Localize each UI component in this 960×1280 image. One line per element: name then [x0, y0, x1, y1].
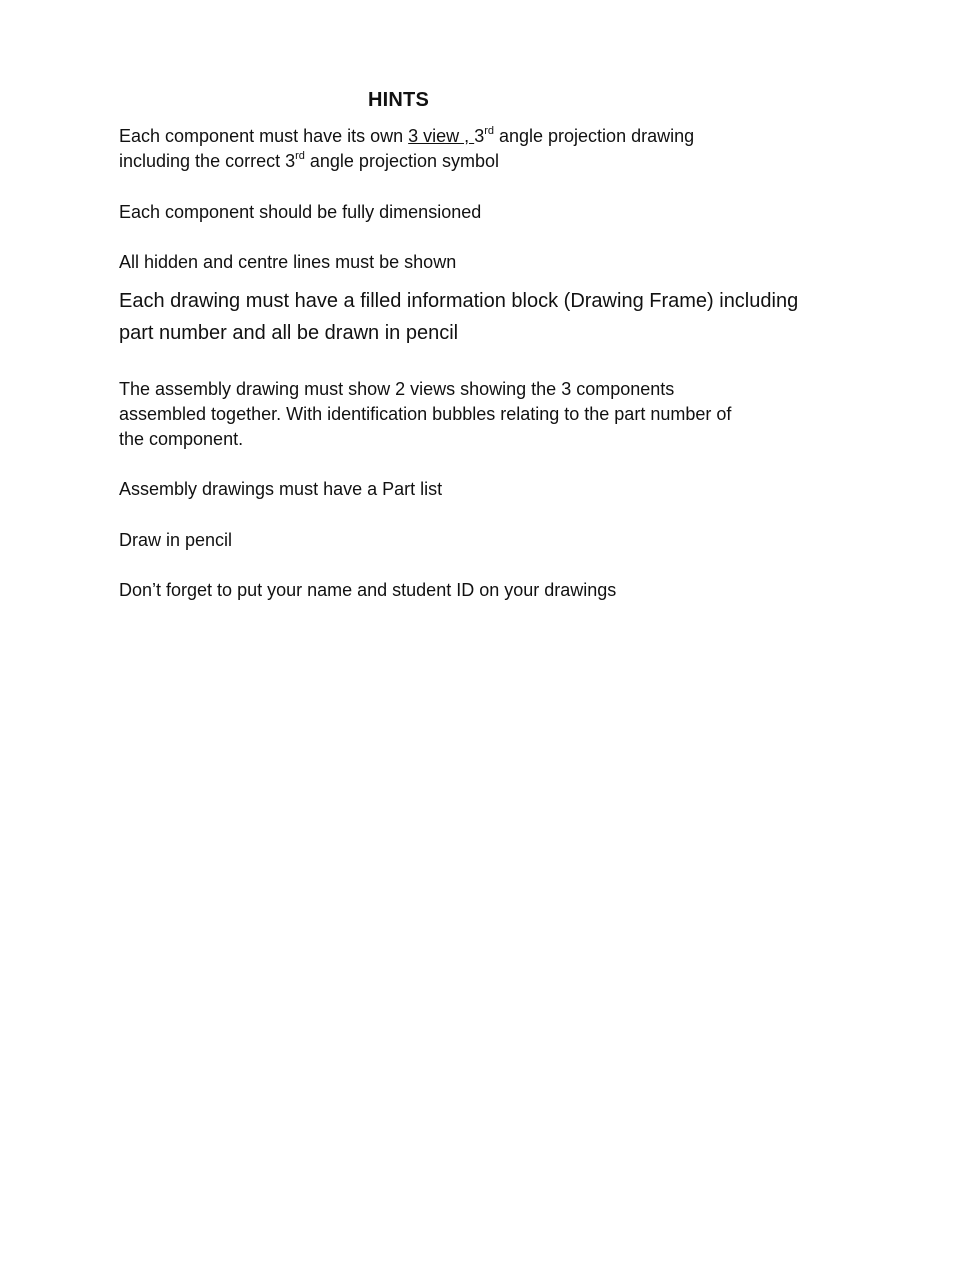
hint-projection-num: 3 — [474, 126, 485, 146]
hint-projection-line2-sup: rd — [295, 150, 305, 162]
hint-part-list: Assembly drawings must have a Part list — [119, 479, 443, 499]
hint-information-block-line1: Each drawing must have a filled information block (Drawing Frame) including — [119, 290, 799, 312]
hint-projection-line2-post: angle projection symbol — [304, 151, 499, 171]
hint-dimensioned: Each component should be fully dimensioned — [119, 202, 482, 222]
hint-pencil: Draw in pencil — [119, 530, 233, 550]
hint-information-block-line2: part number and all be drawn in pencil — [119, 322, 459, 344]
hint-projection-text: Each component must have its own — [119, 126, 409, 146]
hint-assembly-views — [119, 377, 859, 452]
hint-name-id: Don’t forget to put your name and student ID on your drawings — [119, 580, 617, 600]
hint-information-block — [119, 285, 859, 349]
hint-projection-post: angle projection drawing — [493, 126, 695, 146]
hint-projection-sup: rd — [484, 125, 494, 137]
hint-assembly-line2: assembled together. With identification bubbles relating to the part number of — [119, 404, 732, 424]
hint-assembly-line1: The assembly drawing must show 2 views showing the 3 components — [119, 379, 675, 399]
page-title: HINTS — [368, 89, 429, 111]
hint-hidden-lines: All hidden and centre lines must be shown — [119, 252, 457, 272]
hint-projection-line2: including the correct 3 — [119, 151, 296, 171]
hint-assembly-line3: the component. — [119, 429, 244, 449]
hint-projection — [119, 124, 859, 174]
hint-projection-underlined: 3 view , — [408, 126, 475, 146]
